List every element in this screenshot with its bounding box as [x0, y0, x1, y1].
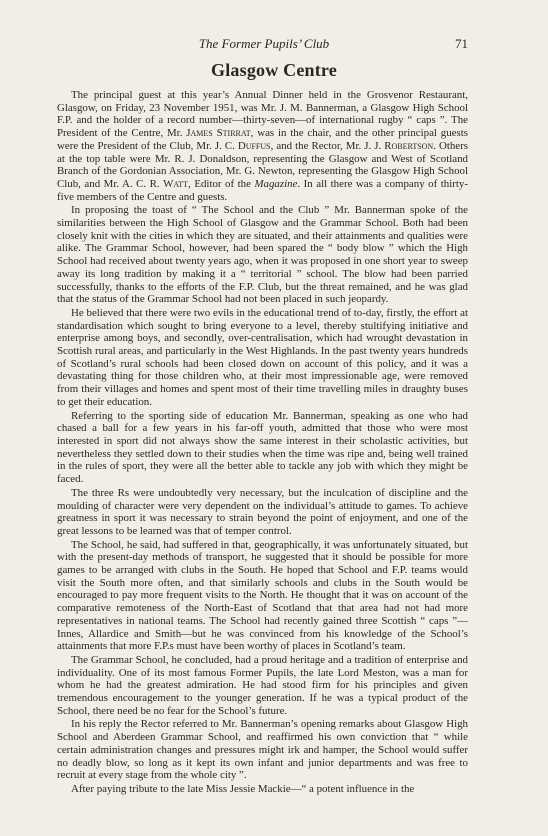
paragraph-9: After paying tribute to the late Miss Jessie Mackie—“ a potent influence in the — [71, 782, 415, 795]
name-smallcaps: Duffus — [237, 139, 271, 152]
name-smallcaps: Robertson — [384, 139, 434, 152]
running-header — [60, 36, 468, 52]
article-body — [57, 89, 468, 796]
name-smallcaps: Watt — [163, 177, 189, 190]
paragraph-5: The three Rs were undoubtedly very necessary, but the inculcation of discipline and the moulding of character were very dependent on the individual’s attitude to games. To achieve greatness in sport it was necessary to strain beyond the point of enjoyment, and one of the great lessons to be learned was that of temper control. — [57, 486, 468, 537]
magazine-title: Magazine — [254, 177, 298, 190]
paragraph-4: Referring to the sporting side of education Mr. Bannerman, speaking as one who had chased a ball for a few years in his far-off youth, admitted that those who were most interested in sport did not always show the same interest in their scholastic activities, but nevertheless they settled down to their studies when the time was ripe and, being well trained in the rules of sport, they were all the better able to tackle any job with which they might be faced. — [57, 409, 468, 486]
paragraph-6: The School, he said, had suffered in that, geographically, it was unfortunately situated, but with the present-day methods of transport, he suggested that it should be possible for more games to be arranged with clubs in the South. He hoped that School and F.P. teams would visit the South more often, and that similarly schools and clubs in the South would be encouraged to pay more frequent visits to the North. He thought that it was on account of the comparative remoteness of the North-East of Scotland that that area had not had more representatives in national teams. The School had recently gained three Scottish “ caps ”—Innes, Allardice and Smith—but he was convinced from his knowledge of the School’s attainments that more F.P.s must have been worthy of places in Scotland’s team. — [57, 538, 468, 653]
paragraph-2: In proposing the toast of “ The School and the Club ” Mr. Bannerman spoke of the similarities between the High School of Glasgow and the Grammar School. Both had been closely knit with the cities in which they are situated, and their attainments and qualities were alike. The Grammar School, however, had been spared the “ body blow ” which the High School had received about twenty years ago, when it was proposed in one short year to sweep away its long tradition by making it a “ territorial ” school. The blow had been parried successfully, thanks to the efforts of the F.P. Club, but the threat remained, and he was glad that the status of the Grammar School had not been placed in such jeopardy. — [57, 204, 468, 306]
page-number: 71 — [455, 36, 468, 51]
running-title: The Former Pupils’ Club — [198, 36, 330, 51]
name-smallcaps: James Stirrat — [186, 127, 251, 140]
section-title: Glasgow Centre — [211, 60, 337, 80]
paragraph-1: The principal guest at this year’s Annual Dinner held in the Grosvenor Restaurant, Glasgow, on Friday, 23 November 1951, was Mr. J. M. Bannerman, a Glasgow High School F.P. and the holder of a record number—thirty-seven—of international rugby “ caps ”. The President of the Centre, Mr. James Stirrat, was in the chair, and the other principal guests were the President of the Club, Mr. J. C. Duffus, and the Rector, Mr. J. J. Robertson. Others at the top table were Mr. R. J. Donaldson, representing the Glasgow and West of Scotland Branch of the Gordonian Association, Mr. G. Newton, representing the Glasgow High School Club, and Mr. A. C. R. Watt, Editor of the Magazine. In all there was a company of thirty-five members of the Centre and guests. — [57, 89, 468, 203]
paragraph-3: He believed that there were two evils in the educational trend of to-day, firstly, the effort at standardisation which sought to bring everyone to a level, thereby stultifying initiative and enterprise among boys, and secondly, over-centralisation, which had wrought devastation in Scottish rural areas, and particularly in the West Highlands. In the past twenty years hundreds of Scotland’s rural schools had been closed down on account of this policy, and it was a devastating thing for those children who, at their most impressionable age, were removed from their villages and homes and spent most of their time travelling miles in draughty buses to get their education. — [57, 306, 468, 408]
paragraph-8: In his reply the Rector referred to Mr. Bannerman’s opening remarks about Glasgow High School and Aberdeen Grammar School, and reaffirmed his own conviction that “ while certain administration changes and pressures might irk and hamper, the School would suffer no deadly blow, so long as it kept its own infant and junior departments and was free to recruit at every stage from the whole city ”. — [57, 718, 468, 782]
paragraph-7: The Grammar School, he concluded, had a proud heritage and a tradition of enterprise and individuality. One of its most famous Former Pupils, the late Lord Meston, was a man for whom he had the greatest admiration. He had stood firm for his principles and given tremendous encouragement to the younger generation. If he was a typical product of the School, there need be no fear for the School’s future. — [57, 653, 468, 717]
